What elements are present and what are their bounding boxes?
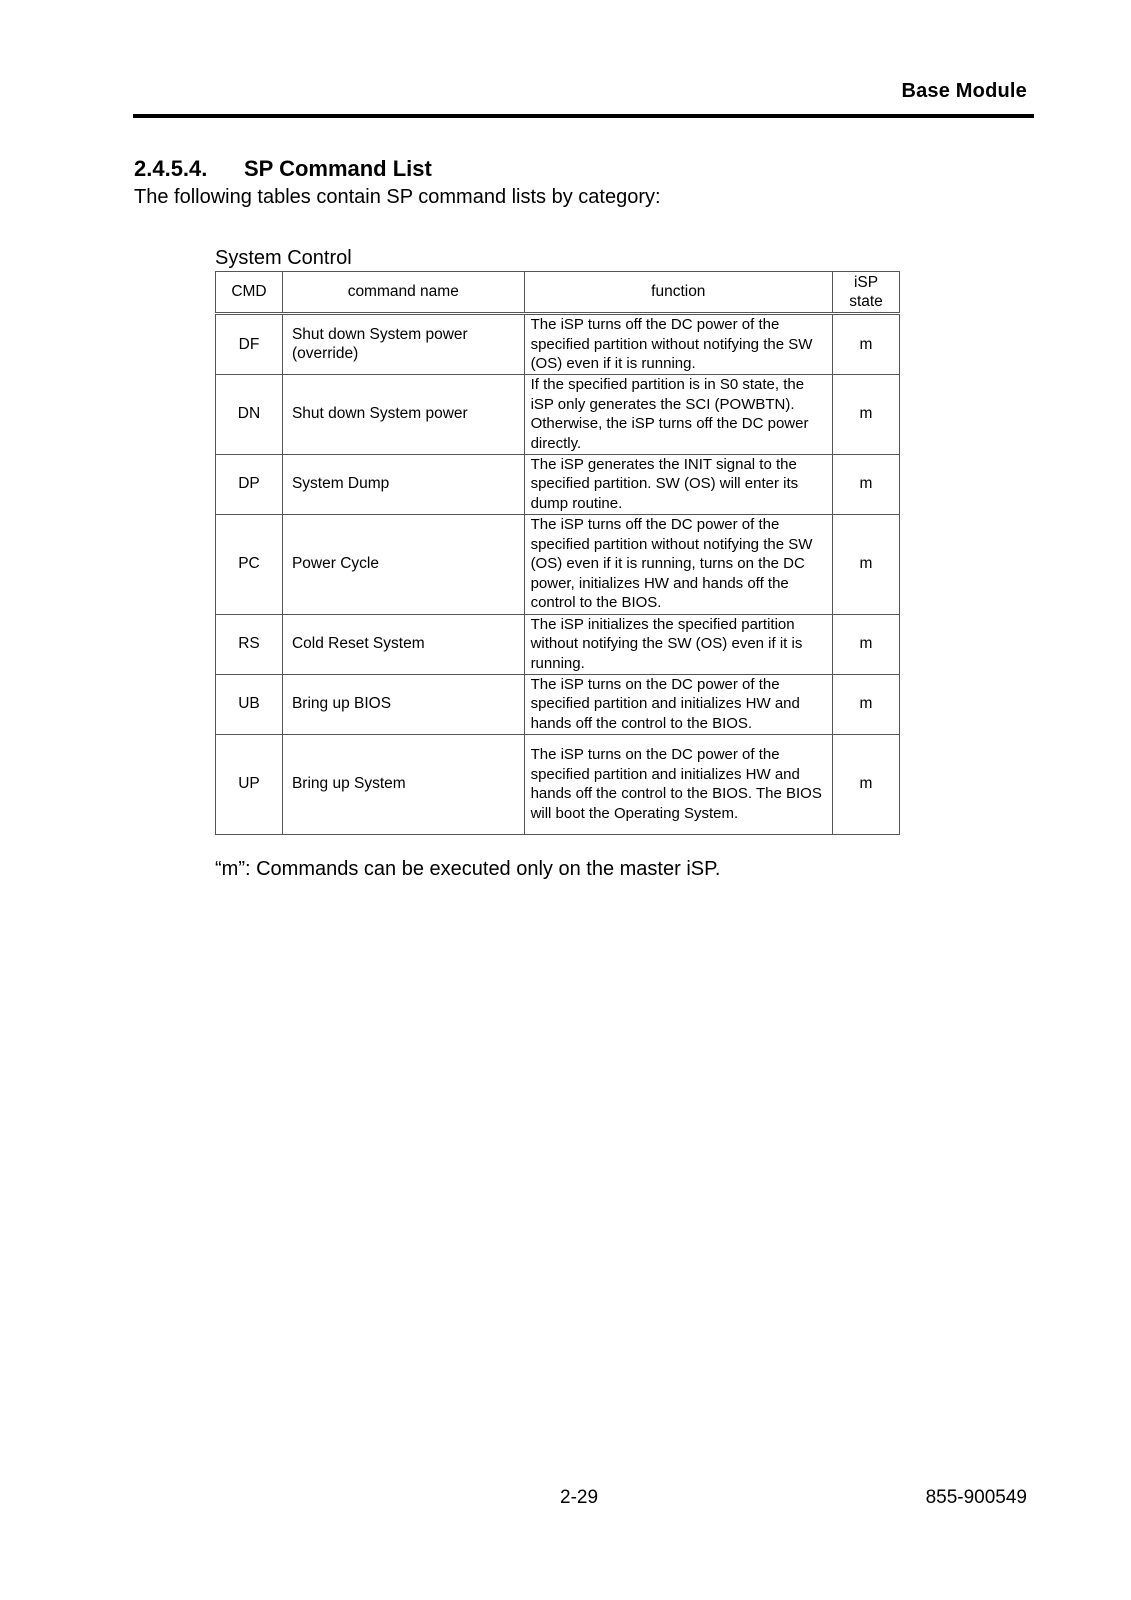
cell-cmd: UP — [216, 734, 283, 834]
cell-isp-state: m — [833, 314, 900, 375]
cell-command-name: Shut down System power (override) — [282, 314, 524, 375]
section-title: SP Command List — [244, 156, 432, 181]
header-divider — [133, 114, 1034, 118]
cell-isp-state: m — [833, 674, 900, 734]
cell-command-name: Shut down System power — [282, 374, 524, 454]
table-header-row — [216, 272, 900, 314]
table-caption: System Control — [215, 247, 352, 269]
section-heading — [134, 156, 432, 182]
cell-command-name: Bring up BIOS — [282, 674, 524, 734]
page-number: 2-29 — [560, 1487, 599, 1508]
cell-function: The iSP turns off the DC power of the specified partition without notifying the SW (OS) even if it is running. — [524, 314, 832, 375]
cell-function: The iSP initializes the specified partition without notifying the SW (OS) even if it is running. — [524, 614, 832, 674]
cell-function: The iSP turns off the DC power of the specified partition without notifying the SW (OS) even if it is running, turns on the DC power, initializes HW and hands off the control to the BIOS. — [524, 514, 832, 614]
column-header-cmd: CMD — [216, 272, 283, 314]
table-row — [216, 734, 900, 834]
cell-function: If the specified partition is in S0 state, the iSP only generates the SCI (POWBTN). Otherwise, the iSP turns off the DC power directly. — [524, 374, 832, 454]
cell-command-name: System Dump — [282, 454, 524, 514]
table-row — [216, 514, 900, 614]
cell-isp-state: m — [833, 734, 900, 834]
system-control-table — [215, 271, 900, 835]
column-header-isp-state-line1: iSP — [853, 273, 879, 291]
running-header: Base Module — [901, 80, 1027, 102]
column-header-command-name: command name — [282, 272, 524, 314]
cell-command-name: Cold Reset System — [282, 614, 524, 674]
table-row — [216, 454, 900, 514]
table-footnote: “m”: Commands can be executed only on the master iSP. — [215, 858, 721, 880]
cell-cmd: DP — [216, 454, 283, 514]
cell-function: The iSP generates the INIT signal to the specified partition. SW (OS) will enter its dump routine. — [524, 454, 832, 514]
table-row — [216, 614, 900, 674]
cell-cmd: PC — [216, 514, 283, 614]
cell-cmd: RS — [216, 614, 283, 674]
intro-paragraph: The following tables contain SP command lists by category: — [134, 186, 661, 208]
cell-isp-state: m — [833, 614, 900, 674]
section-number: 2.4.5.4. — [134, 156, 208, 181]
cell-isp-state: m — [833, 514, 900, 614]
cell-function: The iSP turns on the DC power of the specified partition and initializes HW and hands off the control to the BIOS. The BIOS will boot the Operating System. — [524, 734, 832, 834]
cell-cmd: DN — [216, 374, 283, 454]
cell-function: The iSP turns on the DC power of the specified partition and initializes HW and hands off the control to the BIOS. — [524, 674, 832, 734]
cell-isp-state: m — [833, 454, 900, 514]
table-row — [216, 374, 900, 454]
column-header-isp-state — [833, 272, 900, 314]
cell-command-name: Power Cycle — [282, 514, 524, 614]
column-header-function: function — [524, 272, 832, 314]
table-row — [216, 674, 900, 734]
column-header-isp-state-line2: state — [849, 293, 883, 310]
document-number: 855-900549 — [925, 1487, 1027, 1508]
cell-isp-state: m — [833, 374, 900, 454]
cell-cmd: UB — [216, 674, 283, 734]
table-row — [216, 314, 900, 375]
cell-command-name: Bring up System — [282, 734, 524, 834]
cell-cmd: DF — [216, 314, 283, 375]
